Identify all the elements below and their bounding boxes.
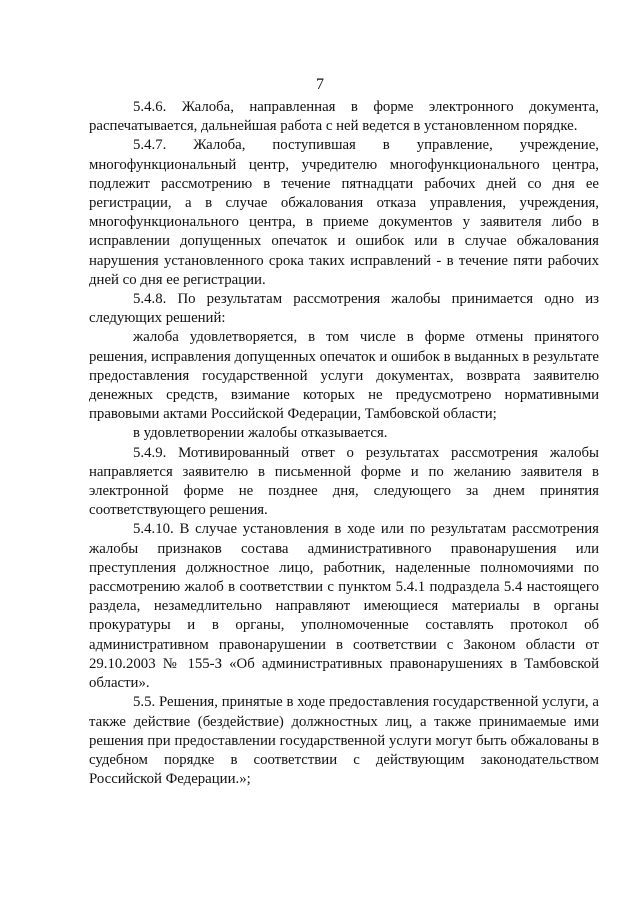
paragraph-5-4-6: 5.4.6. Жалоба, направленная в форме электронного документа, распечатывается, дальнейшая работа с ней ведется в установленном порядке. [89, 99, 599, 135]
paragraph-5-5: 5.5. Решения, принятые в ходе предоставления государственной услуги, а также действие (бездействие) должностных лиц, а также принимаемые ими решения при предоставлении государственной услуги могут быть обжалованы в судебном порядке в соответствии с действующим законодательством Российской Федерации.»; [89, 694, 599, 788]
paragraph-decision-satisfied: жалоба удовлетворяется, в том числе в форме отмены принятого решения, исправления допущенных опечаток и ошибок в выданных в результате предоставления государственной услуги документах, возврата заявителю денежных средств, взимание которых не предусмотрено нормативными правовыми актами Российской Федерации, Тамбовской области; [89, 329, 599, 423]
document-body [89, 98, 599, 789]
paragraph-5-4-9: 5.4.9. Мотивированный ответ о результатах рассмотрения жалобы направляется заявителю в письменной форме и по желанию заявителя в электронной форме не позднее дня, следующего за днем принятия соответствующего решения. [89, 444, 599, 519]
paragraph-5-4-10: 5.4.10. В случае установления в ходе или по результатам рассмотрения жалобы признаков состава административного правонарушения или преступления должностное лицо, работник, наделенные полномочиями по рассмотрению жалоб в соответствии с пунктом 5.4.1 подраздела 5.4 настоящего раздела, незамедлительно направляют имеющиеся материалы в органы прокуратуры и в органы, уполномоченные составлять протокол об административном правонарушении в соответствии с Законом области от 29.10.2003 № 155-З «Об административных правонарушениях в Тамбовской области». [89, 521, 599, 692]
paragraph-5-4-8: 5.4.8. По результатам рассмотрения жалобы принимается одно из следующих решений: [89, 291, 599, 327]
paragraph-5-4-7: 5.4.7. Жалоба, поступившая в управление, учреждение, многофункциональный центр, учредителю многофункционального центра, подлежит рассмотрению в течение пятнадцати рабочих дней со дня ее регистрации, а в случае обжалования отказа управления, учреждения, многофункционального центра, в приеме документов у заявителя либо в исправлении допущенных опечаток и ошибок или в случае обжалования нарушения установленного срока таких исправлений - в течение пяти рабочих дней со дня ее регистрации. [89, 137, 599, 288]
page-number: 7 [316, 76, 324, 93]
paragraph-decision-refused: в удовлетворении жалобы отказывается. [133, 425, 388, 442]
